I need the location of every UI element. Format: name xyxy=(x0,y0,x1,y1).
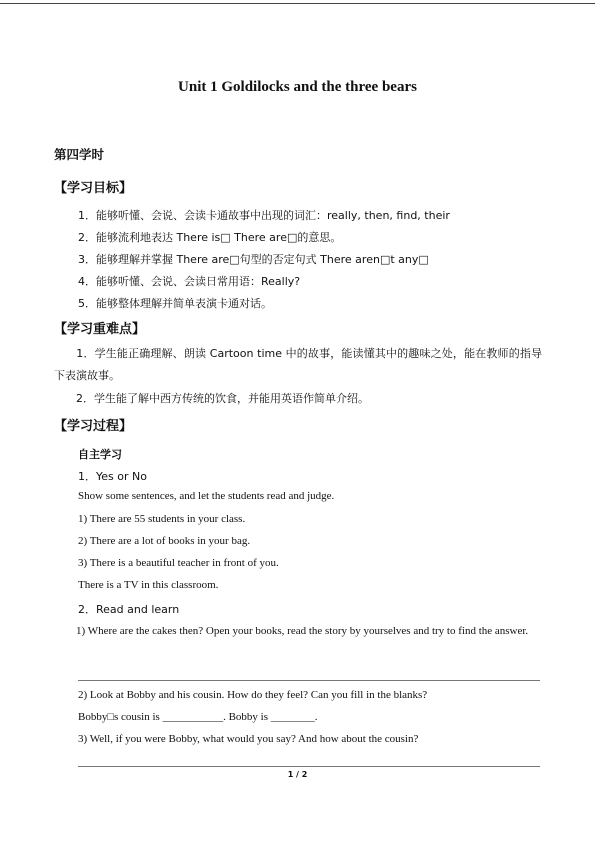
objective-item-4: 4．能够听懂、会说、会读日常用语：Really? xyxy=(78,275,301,288)
lesson-heading: 第四学时 xyxy=(54,147,105,162)
process-item-1: 1．Yes or No xyxy=(78,470,147,483)
question-3: 3) Well, if you were Bobby, what would you say? And how about the cousin? xyxy=(78,733,419,745)
page-top-rule xyxy=(0,3,595,4)
sentence-1: 1) There are 55 students in your class. xyxy=(78,513,246,525)
answer-line-2 xyxy=(78,766,540,767)
key-point-2: 2．学生能了解中西方传统的饮食，并能用英语作简单介绍。 xyxy=(54,392,369,405)
self-study-heading: 自主学习 xyxy=(78,448,122,461)
page-title: Unit 1 Goldilocks and the three bears xyxy=(178,79,417,95)
process-item-2: 2．Read and learn xyxy=(78,603,180,616)
objective-item-2: 2．能够流利地表达 There is□ There are□的意思。 xyxy=(78,231,342,244)
page-number: 1 / 2 xyxy=(287,770,308,779)
sentence-4: There is a TV in this classroom. xyxy=(78,579,219,591)
key-point-1: 1．学生能正确理解、朗读 Cartoon time 中的故事，能读懂其中的趣味之处，能在教师的指导下表演故事。 xyxy=(54,347,542,382)
process-item-1-intro: Show some sentences, and let the students read and judge. xyxy=(78,490,335,502)
answer-line-1 xyxy=(78,680,540,681)
sentence-3: 3) There is a beautiful teacher in front of you. xyxy=(78,557,279,569)
sentence-2: 2) There are a lot of books in your bag. xyxy=(78,535,251,547)
objective-item-3: 3．能够理解并掌握 There are□句型的否定句式 There aren□t any□ xyxy=(78,253,429,266)
question-1: 1) Where are the cakes then? Open your books, read the story by yourselves and try to find the answer. xyxy=(54,625,529,637)
objective-item-1: 1．能够听懂、会说、会读卡通故事中出现的词汇：really, then, find, their xyxy=(78,209,450,222)
question-2-blanks: Bobby□s cousin is ___________. Bobby is ________. xyxy=(78,711,318,723)
question-2: 2) Look at Bobby and his cousin. How do they feel? Can you fill in the blanks? xyxy=(78,689,428,701)
key-points-heading: 【学习重难点】 xyxy=(54,322,146,337)
objective-item-5: 5．能够整体理解并简单表演卡通对话。 xyxy=(78,297,272,310)
objectives-heading: 【学习目标】 xyxy=(54,181,133,196)
process-heading: 【学习过程】 xyxy=(54,419,133,434)
